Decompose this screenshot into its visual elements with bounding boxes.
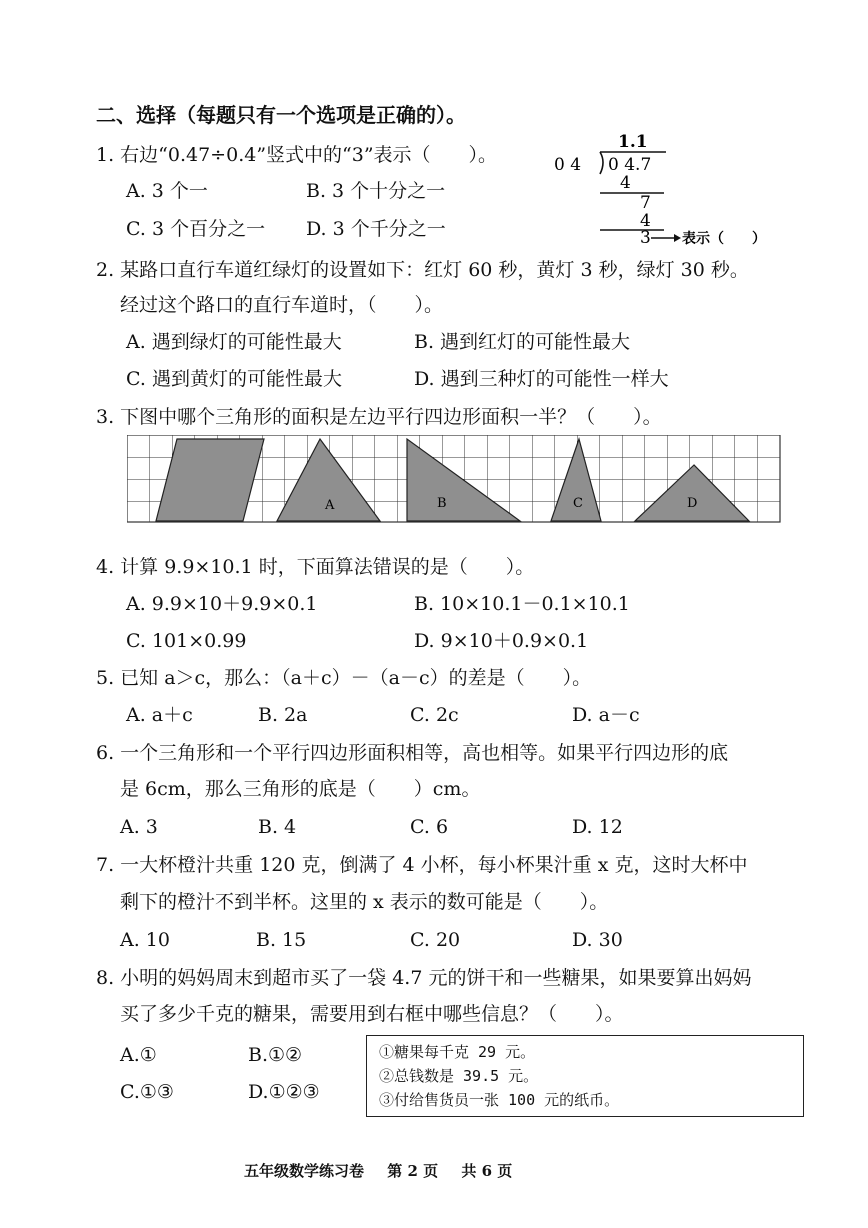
q7-option-c[interactable]: C. 20 xyxy=(410,929,461,951)
q6-option-b[interactable]: B. 4 xyxy=(258,816,297,838)
q3-grid-figure xyxy=(127,435,781,523)
q6-stem-line2: 是 6cm，那么三角形的底是（ ）cm。 xyxy=(120,778,481,800)
q6-option-d[interactable]: D. 12 xyxy=(572,816,623,838)
triangle-c-label: C xyxy=(573,496,583,511)
q7-stem-line2: 剩下的橙汁不到半杯。这里的 x 表示的数可能是（ ）。 xyxy=(120,891,609,913)
q4-option-a[interactable]: A. 9.9×10＋9.9×0.1 xyxy=(126,593,318,615)
arrow-head-icon xyxy=(674,234,681,242)
q5-stem: 5. 已知 a＞c，那么：（a＋c）－（a－c）的差是（ ）。 xyxy=(96,667,592,689)
q7-stem-line1: 7. 一大杯橙汁共重 120 克，倒满了 4 小杯，每小杯果汁重 x 克，这时大杯中 xyxy=(96,854,748,876)
q2-stem-line1: 2. 某路口直行车道红绿灯的设置如下：红灯 60 秒，黄灯 3 秒，绿灯 30 秒。 xyxy=(96,259,749,281)
q8-option-c[interactable]: C.①③ xyxy=(120,1081,174,1103)
q3-stem: 3. 下图中哪个三角形的面积是左边平行四边形面积一半？（ ）。 xyxy=(96,406,662,428)
q1-option-b[interactable]: B. 3 个十分之一 xyxy=(306,180,446,202)
footer-total-pages: 共 6 页 xyxy=(461,1162,513,1180)
q8-info-box xyxy=(366,1035,804,1117)
q5-option-a[interactable]: A. a＋c xyxy=(126,704,193,726)
q8-info-item-2: ②总钱数是 39.5 元。 xyxy=(379,1067,539,1085)
division-step2: 7 xyxy=(640,193,651,213)
q5-option-d[interactable]: D. a－c xyxy=(572,704,640,726)
long-division-figure xyxy=(548,130,778,250)
q7-option-b[interactable]: B. 15 xyxy=(256,929,307,951)
footer-title: 五年级数学练习卷 xyxy=(244,1162,365,1180)
q2-option-a[interactable]: A. 遇到绿灯的可能性最大 xyxy=(126,331,342,353)
q4-option-c[interactable]: C. 101×0.99 xyxy=(126,630,247,652)
q8-info-item-3: ③付给售货员一张 100 元的纸币。 xyxy=(379,1091,620,1109)
division-divisor: 0 4 xyxy=(554,155,582,175)
division-remainder: 3 xyxy=(640,228,651,248)
page-footer xyxy=(244,1160,530,1181)
q1-stem: 1. 右边“0.47÷0.4”竖式中的“3”表示（ ）。 xyxy=(96,144,498,166)
triangle-d-label: D xyxy=(687,496,698,511)
q1-option-d[interactable]: D. 3 个千分之一 xyxy=(306,218,446,240)
q2-option-d[interactable]: D. 遇到三种灯的可能性一样大 xyxy=(414,368,669,390)
q6-option-c[interactable]: C. 6 xyxy=(410,816,449,838)
division-quotient: 1.1 xyxy=(618,132,648,152)
q5-option-b[interactable]: B. 2a xyxy=(258,704,308,726)
q2-option-b[interactable]: B. 遇到红灯的可能性最大 xyxy=(414,331,631,353)
q5-option-c[interactable]: C. 2c xyxy=(410,704,459,726)
q1-option-a[interactable]: A. 3 个一 xyxy=(126,180,208,202)
q2-stem-line2: 经过这个路口的直行车道时，（ ）。 xyxy=(120,294,444,316)
triangle-a-label: A xyxy=(325,498,335,513)
section-title: 二、选择（每题只有一个选项是正确的）。 xyxy=(96,103,466,127)
q1-option-c[interactable]: C. 3 个百分之一 xyxy=(126,218,266,240)
q4-stem: 4. 计算 9.9×10.1 时，下面算法错误的是（ ）。 xyxy=(96,556,535,578)
division-arrow-label: 表示（ ） xyxy=(682,231,766,247)
q6-stem-line1: 6. 一个三角形和一个平行四边形面积相等，高也相等。如果平行四边形的底 xyxy=(96,742,729,764)
q4-option-d[interactable]: D. 9×10＋0.9×0.1 xyxy=(414,630,589,652)
q8-option-d[interactable]: D.①②③ xyxy=(248,1081,320,1103)
q8-option-a[interactable]: A.① xyxy=(120,1044,157,1066)
q7-option-a[interactable]: A. 10 xyxy=(120,929,170,951)
triangle-b-label: B xyxy=(437,496,447,511)
division-step3: 4 xyxy=(640,211,651,231)
q8-option-b[interactable]: B.①② xyxy=(248,1044,303,1066)
q8-stem-line1: 8. 小明的妈妈周末到超市买了一袋 4.7 元的饼干和一些糖果，如果要算出妈妈 xyxy=(96,967,752,989)
q8-info-item-1: ①糖果每千克 29 元。 xyxy=(379,1043,536,1061)
q4-option-b[interactable]: B. 10×10.1－0.1×10.1 xyxy=(414,593,630,615)
q7-option-d[interactable]: D. 30 xyxy=(572,929,623,951)
division-step1: 4 xyxy=(620,173,631,193)
footer-page-number: 第 2 页 xyxy=(387,1162,439,1180)
q6-option-a[interactable]: A. 3 xyxy=(120,816,158,838)
division-dividend: 0 4.7 xyxy=(608,155,652,175)
q2-option-c[interactable]: C. 遇到黄灯的可能性最大 xyxy=(126,368,342,390)
q8-stem-line2: 买了多少千克的糖果，需要用到右框中哪些信息？（ ）。 xyxy=(120,1003,624,1025)
